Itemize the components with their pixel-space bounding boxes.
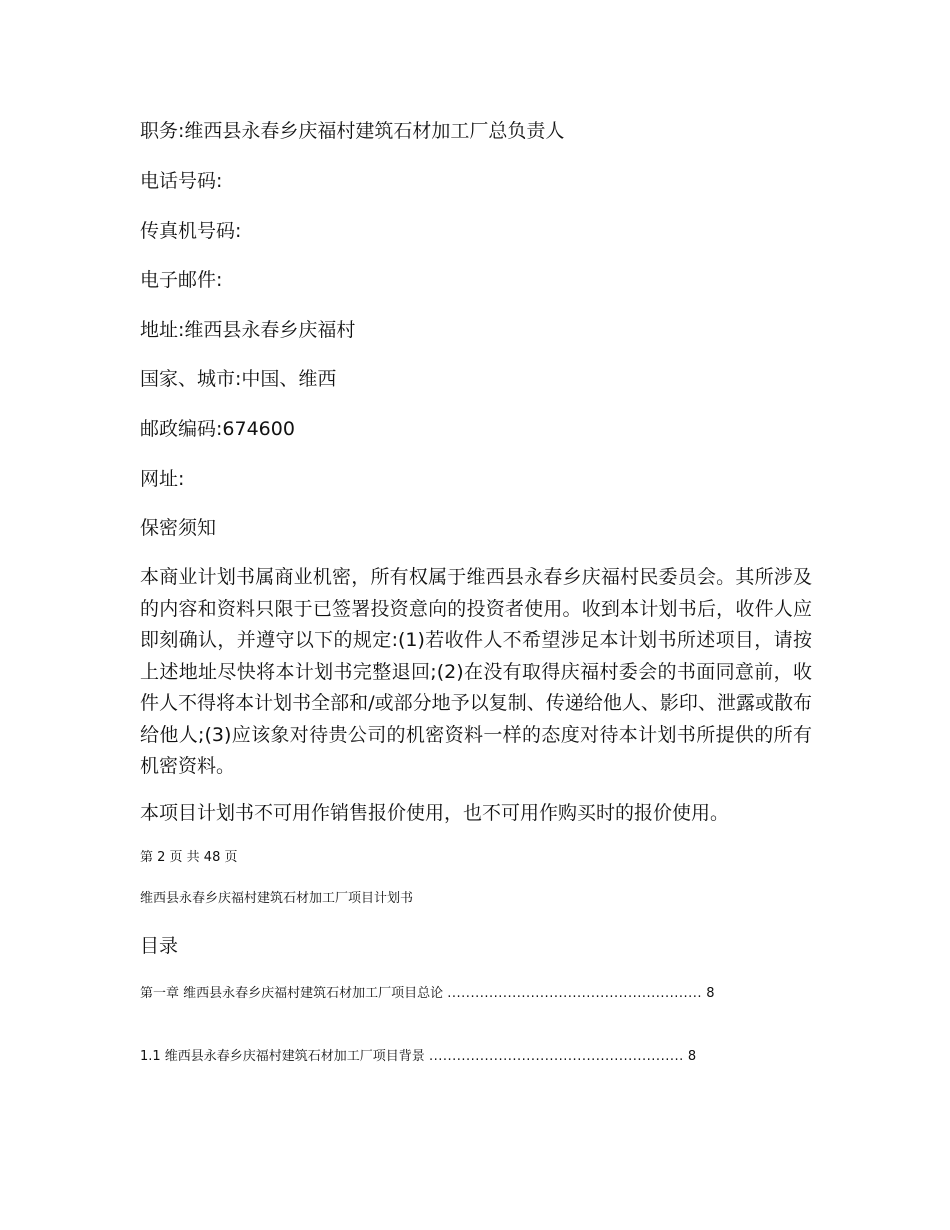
toc-entry[interactable] [140,983,805,1005]
pricing-note: 本项目计划书不可用作销售报价使用，也不可用作购买时的报价使用。 [140,802,730,824]
page-indicator: 第 2 页 共 48 页 [140,850,238,865]
website-line: 网址: [140,468,185,490]
toc-entry-page: 8 [687,1049,697,1064]
confidentiality-paragraph: 本商业计划书属商业机密，所有权属于维西县永春乡庆福村民委员会。其所涉及的内容和资料只限于已签署投资意向的投资者使用。收到本计划书后，收件人应即刻确认，并遵守以下的规定:(1)若收件人不希望涉足本计划书所述项目，请按上述地址尽快将本计划书完整退回;(2)在没有取得庆福村委会的书面同意前，收件人不得将本计划书全部和/或部分地予以复制、传递给他人、影印、泄露或散布给他人;(3)应该象对待贵公司的机密资料一样的态度对待本计划书所提供的所有机密资料。 [140,566,812,777]
phone-line: 电话号码: [140,170,223,192]
confidentiality-heading: 保密须知 [140,517,217,539]
toc-entry-leader: ....................................................... [447,986,703,1001]
position-line: 职务:维西县永春乡庆福村建筑石材加工厂总负责人 [140,120,565,142]
toc-entry-leader: ....................................................... [428,1049,684,1064]
toc-entry-label: 1.1 维西县永春乡庆福村建筑石材加工厂项目背景 [140,1049,425,1064]
email-line: 电子邮件: [140,269,223,291]
running-title: 维西县永春乡庆福村建筑石材加工厂项目计划书 [140,891,414,906]
address-line: 地址:维西县永春乡庆福村 [140,319,356,341]
country-city-line: 国家、城市:中国、维西 [140,368,337,390]
toc-entry-label: 第一章 维西县永春乡庆福村建筑石材加工厂项目总论 [140,986,444,1001]
fax-line: 传真机号码: [140,220,242,242]
toc-title: 目录 [140,935,179,957]
toc-entry[interactable] [140,1046,805,1068]
toc-entry-page: 8 [706,986,715,1001]
postcode-line: 邮政编码:674600 [140,418,295,440]
